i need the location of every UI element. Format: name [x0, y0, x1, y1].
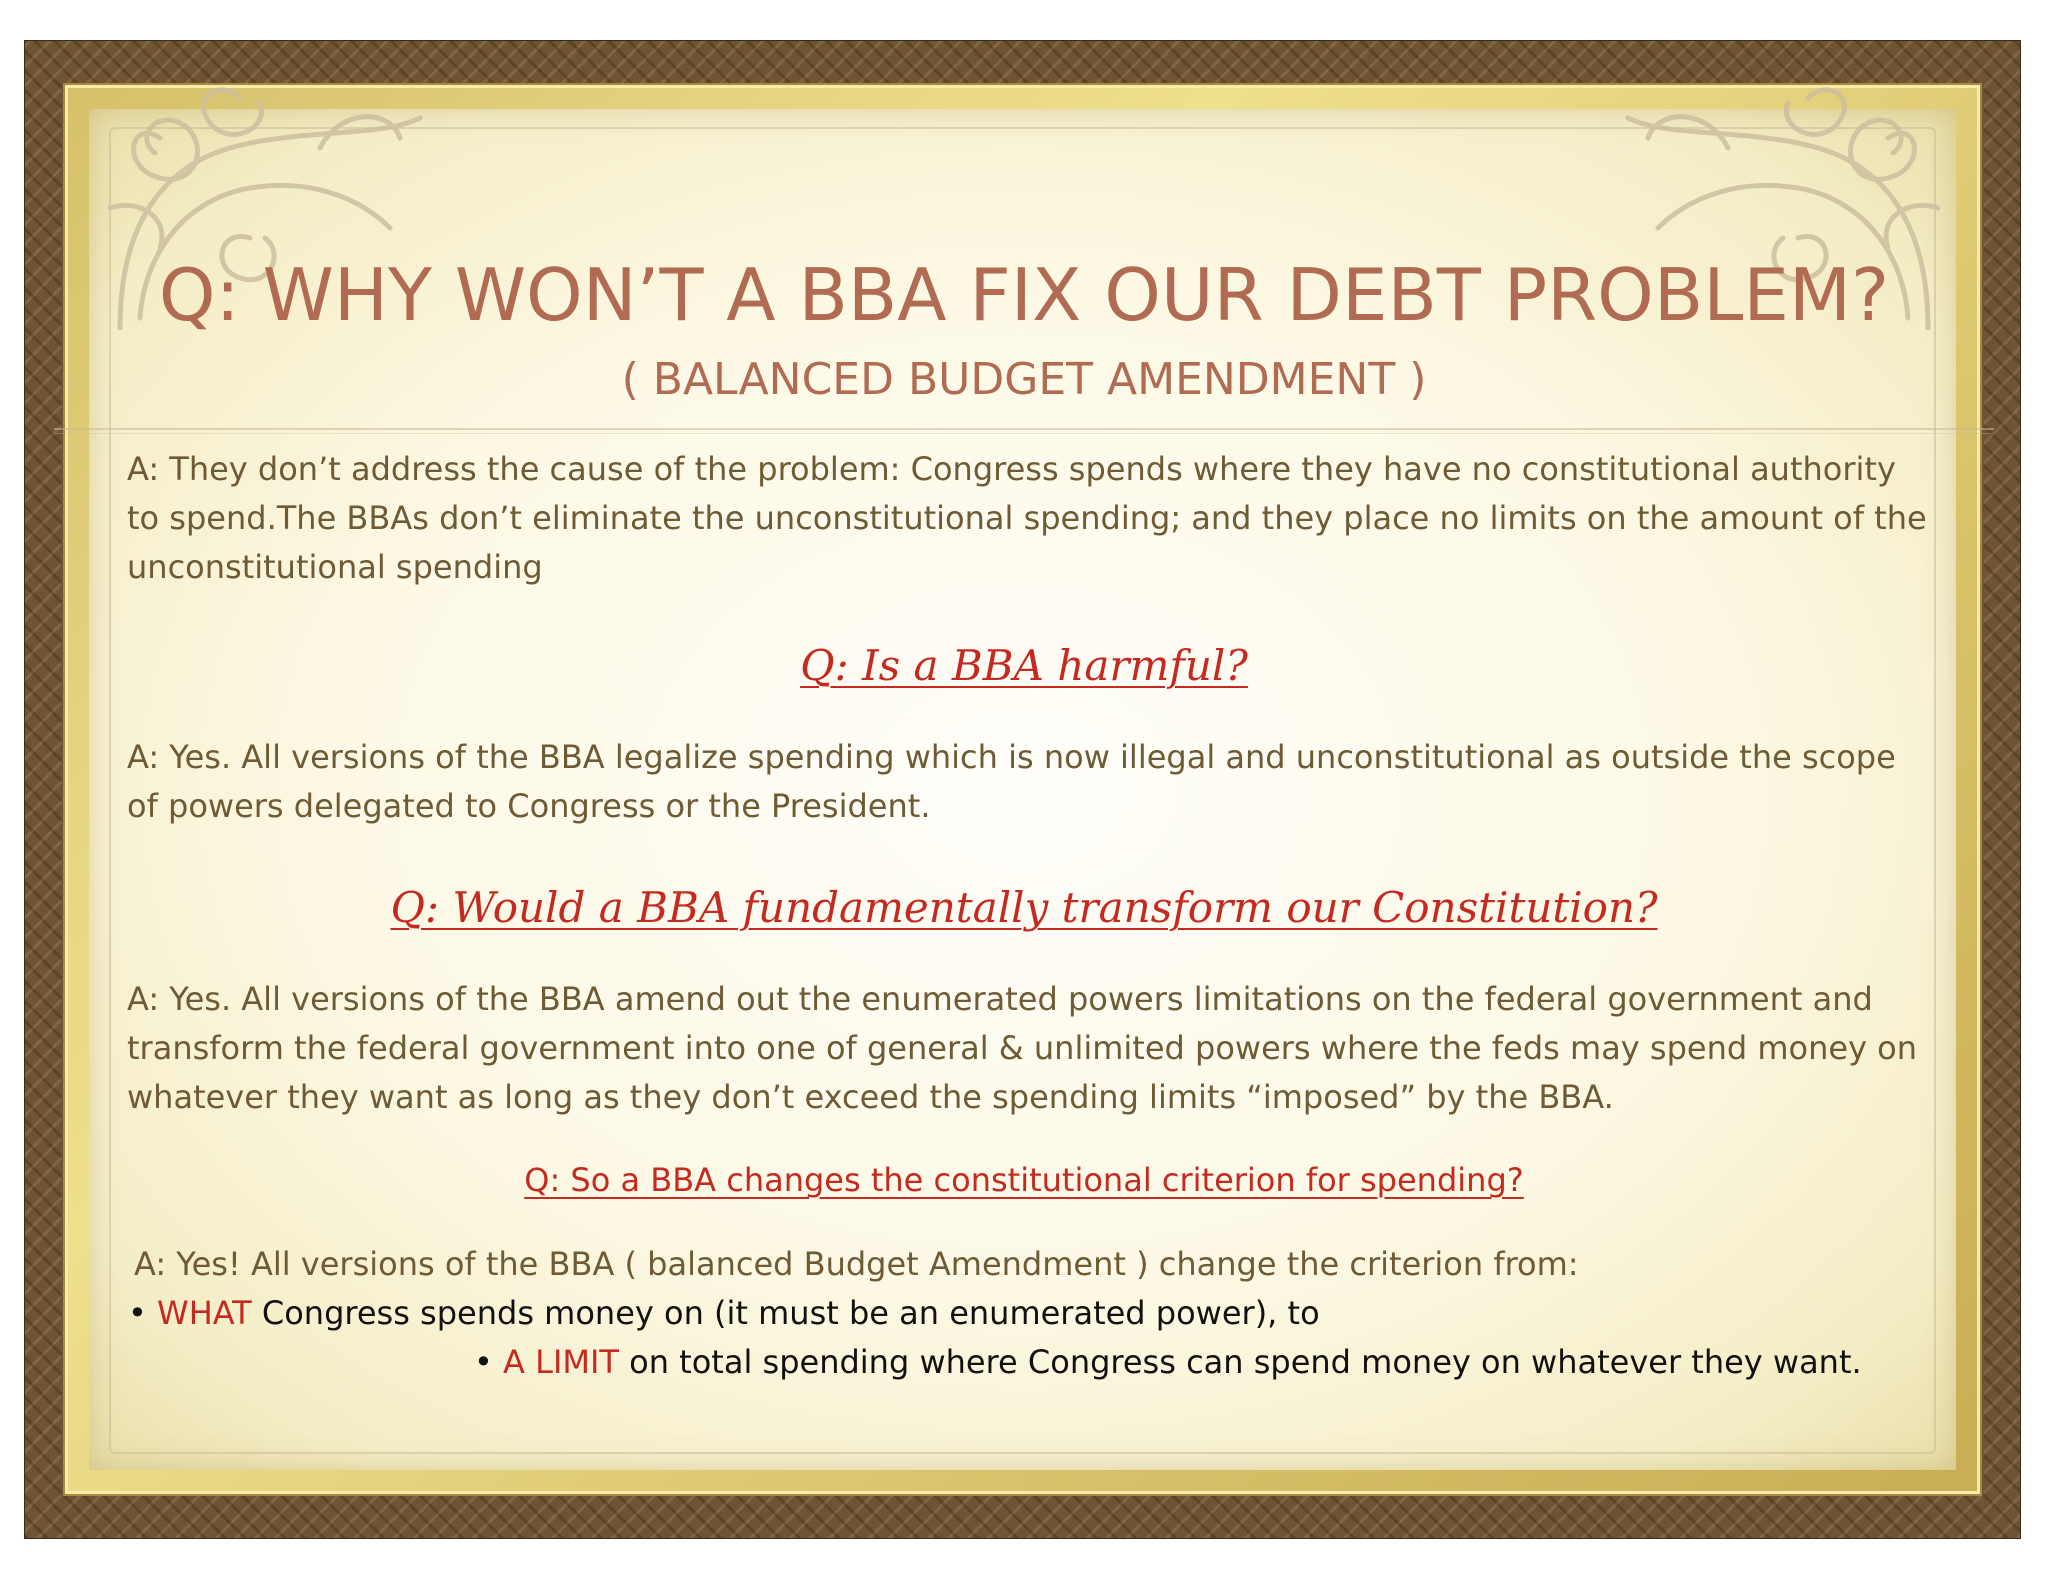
- answer-3: A: Yes. All versions of the BBA amend out the enumerated powers limitations on the federal government and transform the federal government into one of general & unlimited powers where the feds may spend money on whatever they want as long as they don’t exceed the spending limits “imposed” by the BBA.: [127, 980, 1918, 1116]
- slide-subtitle: ( BALANCED BUDGET AMENDMENT ): [621, 354, 1427, 405]
- bullet-marker: •: [474, 1343, 493, 1381]
- question-4-text: Q: So a BBA changes the constitutional criterion for spending?: [524, 1161, 1524, 1199]
- slide-title: Q: WHY WON’T A BBA FIX OUR DEBT PROBLEM?: [158, 253, 1890, 337]
- bullet-highlight-limit: A LIMIT: [503, 1343, 619, 1381]
- bullet-highlight-what: WHAT: [157, 1294, 252, 1332]
- bullet-item-limit: [474, 1338, 1862, 1386]
- question-2: [0, 638, 2048, 694]
- answer-2: A: Yes. All versions of the BBA legalize spending which is now illegal and unconstitutional as outside the scope of powers delegated to Congress or the President.: [127, 738, 1896, 825]
- question-3-text: Q: Would a BBA fundamentally transform our Constitution?: [390, 883, 1658, 932]
- header-divider: [54, 428, 1994, 434]
- answer-1: A: They don’t address the cause of the problem: Congress spends where they have no constitutional authority to spend.The BBAs don’t eliminate the unconstitutional spending; and they place no limits on the amount of the unconstitutional spending: [127, 450, 1927, 586]
- question-4: [0, 1157, 2048, 1203]
- bullet-marker: •: [128, 1294, 147, 1332]
- answer-4: A: Yes! All versions of the BBA ( balanced Budget Amendment ) change the criterion from:: [134, 1245, 1579, 1283]
- bullet-item-what: [128, 1289, 1320, 1337]
- question-2-text: Q: Is a BBA harmful?: [800, 641, 1248, 690]
- bullet-text-limit: on total spending where Congress can spend money on whatever they want.: [618, 1343, 1862, 1381]
- question-3: [0, 880, 2048, 936]
- bullet-text-what: Congress spends money on (it must be an enumerated power), to: [251, 1294, 1320, 1332]
